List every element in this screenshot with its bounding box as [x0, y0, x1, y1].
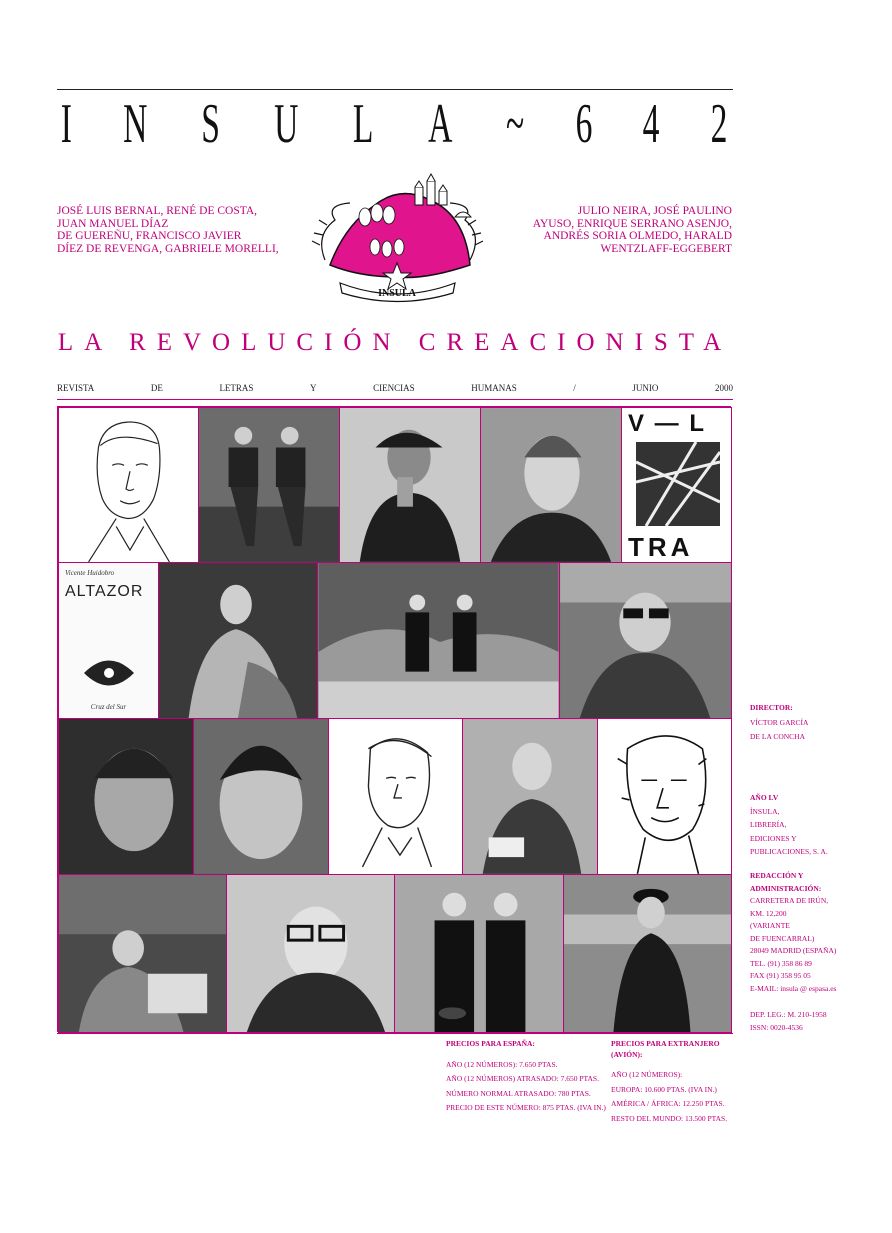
photo-man-dark-hair — [193, 718, 329, 875]
masthead-letter: L — [352, 93, 374, 155]
logo-label: INSULA — [378, 288, 416, 299]
photo-man-closeup — [58, 718, 194, 875]
masthead-letter: N — [123, 93, 148, 155]
publisher-line: ÍNSULA, — [750, 806, 780, 816]
price-line: RESTO DEL MUNDO: 13.500 PTAS. — [611, 1113, 728, 1123]
subtitle-word: DE — [150, 383, 163, 393]
price-line: EUROPA: 10.600 PTAS. (IVA IN.) — [611, 1084, 717, 1094]
subtitle-word: Y — [310, 383, 317, 393]
photo-image — [564, 875, 731, 1032]
photo-man-microphone — [559, 562, 732, 719]
legal-line: DEP. LEG.: M. 210-1958 — [750, 1010, 827, 1019]
redaccion-label: ADMINISTRACIÓN: — [750, 883, 822, 893]
address-line: CARRETERA DE IRÚN, — [750, 896, 829, 905]
address-line: KM. 12,200 — [750, 908, 787, 918]
photo-man-writing — [58, 874, 227, 1033]
photo-two-men-hats — [394, 874, 564, 1033]
photo-young-man-portrait — [480, 407, 622, 563]
top-rule — [57, 89, 733, 90]
prices-spain — [446, 1039, 611, 1114]
price-line: AÑO (12 NÚMEROS): — [611, 1070, 683, 1079]
masthead — [57, 92, 733, 156]
photo-image — [59, 719, 193, 874]
author-line: JUAN MANUEL DÍAZ — [57, 217, 169, 230]
subtitle-word: REVISTA — [57, 383, 95, 393]
author-line: ANDRÉS SORIA OLMEDO, HARALD — [543, 230, 732, 242]
altazor-author: Vicente Huidobro — [65, 569, 115, 577]
photo-man-glasses — [226, 874, 395, 1033]
insula-logo — [305, 165, 490, 305]
subtitle — [57, 383, 733, 397]
vltra-bottom: TRA — [628, 532, 694, 562]
photo-image — [59, 875, 226, 1032]
altazor-footer: Cruz del Sur — [90, 703, 127, 711]
photo-image — [481, 408, 621, 562]
sketch-portrait-image — [598, 719, 731, 874]
issue-title: LA REVOLUCIÓN CREACIONISTA — [57, 329, 733, 356]
photo-man-reading — [462, 718, 598, 875]
sketch-portrait-image — [59, 408, 198, 562]
author-line: DÍEZ DE REVENGA, GABRIELE MORELLI, — [57, 242, 279, 255]
director-label: DIRECTOR: — [750, 703, 793, 712]
author-line: JULIO NEIRA, JOSÉ PAULINO — [577, 205, 732, 217]
ornament-image — [79, 653, 139, 693]
director-name: VÍCTOR GARCÍA — [750, 717, 809, 727]
subtitle-word: 2000 — [714, 383, 733, 393]
vltra-top: V — L — [628, 410, 707, 437]
address-line: FAX (91) 358 95 05 — [750, 971, 811, 980]
photo-image — [194, 719, 328, 874]
altazor-cover — [58, 562, 159, 719]
photo-image — [199, 408, 339, 562]
subtitle-word: JUNIO — [632, 383, 659, 393]
sketch-portrait-2 — [328, 718, 463, 875]
legal-block — [750, 1010, 880, 1033]
prices-abroad-heading: PRECIOS PARA EXTRANJERO (AVIÓN): — [611, 1039, 720, 1059]
address-line: 28049 MADRID (ESPAÑA) — [750, 946, 837, 955]
photo-man-wicker-chair — [158, 562, 318, 719]
address-line: DE FUENCARRAL) — [750, 933, 815, 943]
portrait-drawing — [58, 407, 199, 563]
price-line: AÑO (12 NÚMEROS) ATRASADO: 7.650 PTAS. — [446, 1074, 599, 1083]
address-line: E-MAIL: insula @ espasa.es — [750, 983, 837, 993]
masthead-digit: 6 — [575, 93, 593, 155]
photo-image — [560, 563, 731, 718]
photo-man-beret — [563, 874, 732, 1033]
photo-image — [395, 875, 563, 1032]
price-line: PRECIO DE ESTE NÚMERO: 875 PTAS. (IVA IN.) — [446, 1103, 606, 1112]
price-line: AMÉRICA / ÁFRICA: 12.250 PTAS. — [611, 1099, 725, 1108]
author-line: WENTZLAFF-EGGEBERT — [600, 242, 732, 255]
masthead-separator: ~ — [505, 93, 525, 155]
subtitle-word: / — [573, 383, 576, 393]
woodcut-image — [636, 442, 720, 526]
address-block — [750, 871, 880, 994]
photo-image — [318, 563, 559, 718]
photo-two-men-rocks — [317, 562, 560, 719]
subtitle-word: HUMANAS — [471, 383, 517, 393]
altazor-title: ALTAZOR — [65, 583, 144, 600]
publisher-block — [750, 793, 880, 858]
authors-left — [57, 205, 287, 255]
photo-two-men-seated — [198, 407, 340, 563]
year-label: AÑO LV — [750, 793, 779, 802]
legal-line: ISSN: 0020-4536 — [750, 1022, 803, 1032]
director-name: DE LA CONCHA — [750, 732, 806, 741]
publisher-line: EDICIONES Y — [750, 833, 797, 843]
masthead-letter: A — [427, 93, 453, 155]
photo-image — [159, 563, 317, 718]
masthead-letter: S — [201, 93, 221, 155]
redaccion-label: REDACCIÓN Y — [750, 871, 804, 880]
publisher-line: LIBRERÍA, — [750, 820, 787, 829]
sketch-portrait-image — [329, 719, 462, 874]
photo-image — [340, 408, 480, 562]
subtitle-word: LETRAS — [219, 383, 254, 393]
masthead-digit: 2 — [710, 93, 728, 155]
prices-abroad — [611, 1039, 741, 1124]
subtitle-rule — [57, 399, 733, 400]
prices-spain-heading: PRECIOS PARA ESPAÑA: — [446, 1039, 535, 1048]
vltra-cover — [621, 407, 732, 563]
publisher-line: PUBLICACIONES, S. A. — [750, 847, 828, 856]
sketch-portrait-3 — [597, 718, 732, 875]
price-line: AÑO (12 NÚMEROS): 7.650 PTAS. — [446, 1059, 558, 1069]
address-line: (VARIANTE — [750, 921, 790, 930]
address-line: TEL. (91) 358 86 89 — [750, 958, 812, 968]
photo-man-hand-on-chin — [339, 407, 481, 563]
authors-right — [520, 205, 732, 255]
photo-grid — [57, 406, 731, 1032]
subtitle-word: CIENCIAS — [373, 383, 415, 393]
author-line: DE GUEREÑU, FRANCISCO JAVIER — [57, 230, 242, 242]
masthead-letter: U — [274, 93, 299, 155]
photo-image — [227, 875, 394, 1032]
bottom-rule — [57, 1033, 733, 1034]
masthead-digit: 4 — [642, 93, 660, 155]
price-line: NÚMERO NORMAL ATRASADO: 780 PTAS. — [446, 1088, 591, 1098]
author-line: AYUSO, ENRIQUE SERRANO ASENJO, — [532, 217, 732, 230]
masthead-letter: I — [60, 93, 72, 155]
director-block — [750, 703, 880, 743]
photo-image — [463, 719, 597, 874]
author-line: JOSÉ LUIS BERNAL, RENÉ DE COSTA, — [57, 205, 258, 217]
